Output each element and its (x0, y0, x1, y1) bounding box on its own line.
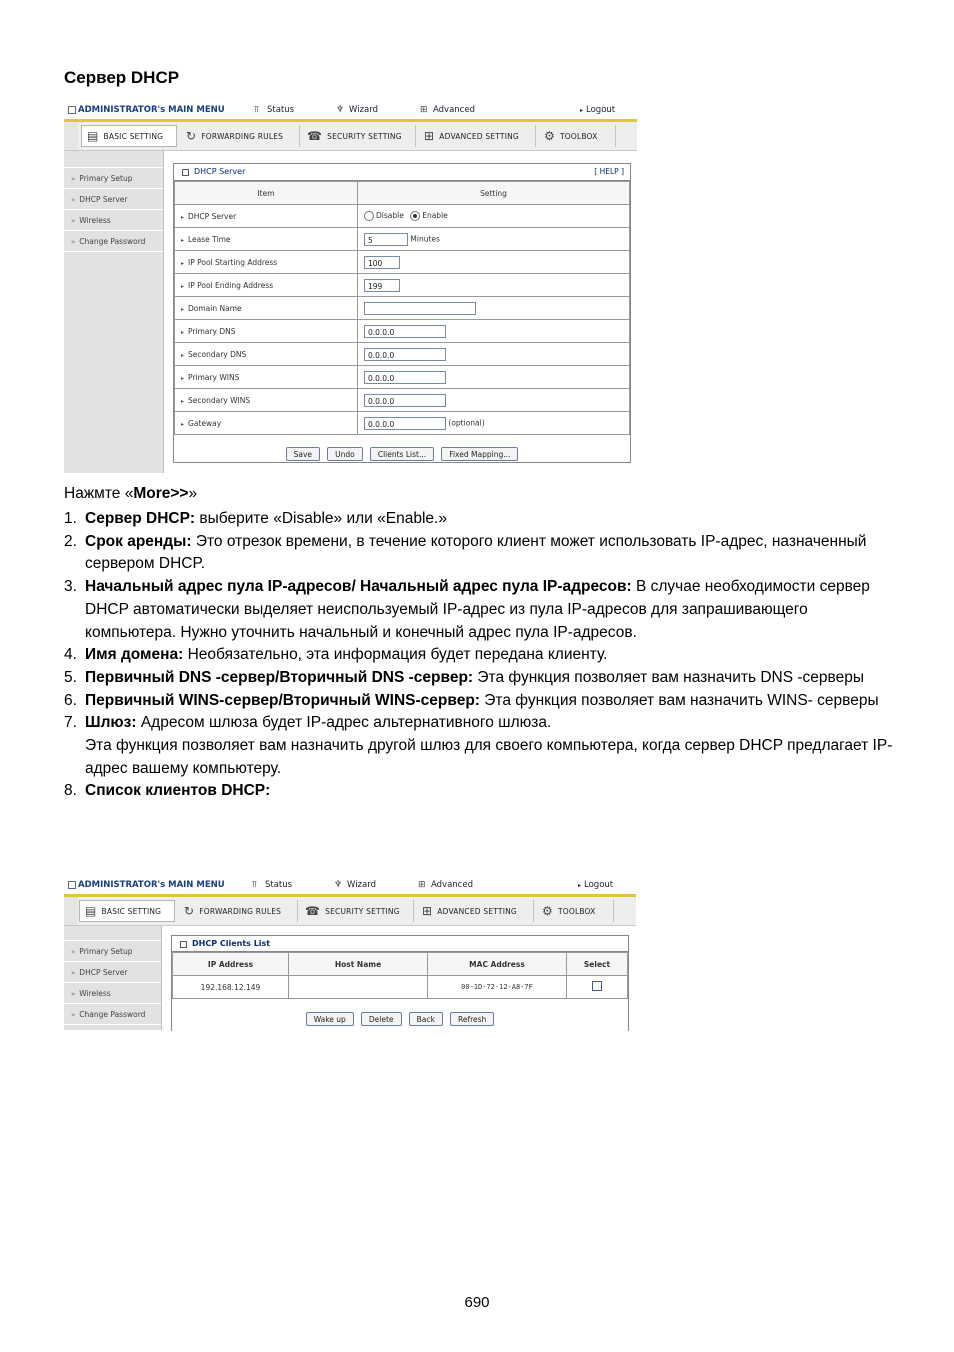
item-text: выберите «Disable» или «Enable.» (195, 510, 447, 527)
tab-security-setting[interactable]: ☎ SECURITY SETTING (300, 900, 414, 922)
label-pool-start: ▸ IP Pool Starting Address (175, 251, 358, 274)
item-text-continued: Эта функция позволяет вам назначить другой шлюз для своего компьютера, когда сервер DHCP предлагает IP-адрес вашему компьютеру. (85, 737, 893, 777)
table-row (175, 251, 630, 274)
wizard-link[interactable]: ♆ Wizard (336, 105, 378, 115)
select-checkbox[interactable] (592, 981, 602, 991)
item-text: Это отрезок времени, в течение которого клиент может использовать IP-адрес, назначенный сервером DHCP. (85, 532, 867, 573)
item-term: Список клиентов DHCP: (85, 782, 271, 800)
advanced-setting-icon: ⊞ (424, 129, 435, 143)
client-mac: 00-1D-72-12-A8-7F (428, 976, 567, 999)
tab-advanced-setting[interactable]: ⊞ ADVANCED SETTING (419, 125, 536, 147)
status-link[interactable]: ⫪ Status (252, 880, 293, 890)
left-menu-header (64, 151, 163, 168)
document-title: Сервер DHCP (64, 68, 180, 87)
tab-forwarding-rules[interactable]: ↻ FORWARDING RULES (179, 900, 298, 922)
content-area (64, 151, 637, 473)
panel-title: DHCP Clients List (180, 939, 270, 948)
label-secondary-wins: ▸ Secondary WINS (175, 389, 358, 412)
radio-enable[interactable] (410, 211, 420, 221)
top-menu-bar (64, 101, 637, 119)
router-screenshot-dhcp-server (64, 101, 637, 474)
advanced-icon: ⊞ (420, 105, 428, 115)
advanced-icon: ⊞ (418, 880, 426, 890)
label-pool-end: ▸ IP Pool Ending Address (175, 274, 358, 297)
clients-list-button[interactable]: Clients List... (370, 447, 434, 461)
label-dhcp-server: ▸ DHCP Server (175, 205, 358, 228)
client-host (289, 976, 428, 999)
intro-closing: » (188, 485, 198, 502)
logout-link[interactable]: ▸ Logout (578, 880, 614, 890)
item-number: 6. (64, 691, 77, 709)
left-menu-header (64, 926, 161, 941)
top-menu-bar (64, 876, 636, 894)
col-header-setting: Setting (358, 182, 630, 205)
primary-dns-input[interactable]: 0.0.0.0 (364, 325, 446, 338)
nav-spacer (64, 897, 78, 925)
table-row (175, 297, 630, 320)
panel-title: DHCP Server (182, 167, 245, 176)
status-icon: ⫪ (254, 105, 260, 115)
delete-button[interactable]: Delete (361, 1012, 402, 1026)
main-nav-tabs (64, 897, 636, 926)
table-row (175, 389, 630, 412)
item-number: 5. (64, 668, 77, 686)
refresh-button[interactable]: Refresh (450, 1012, 494, 1026)
tab-toolbox[interactable]: ⚙ TOOLBOX (539, 125, 616, 147)
admin-main-menu-link[interactable]: ADMINISTRATOR's MAIN MENU (78, 105, 225, 115)
radio-disable-label: Disable (376, 211, 404, 220)
table-row (175, 205, 630, 228)
menu-item-dhcp-server[interactable]: » DHCP Server (64, 962, 161, 983)
radio-disable[interactable] (364, 211, 374, 221)
advanced-setting-icon: ⊞ (422, 904, 433, 918)
save-button[interactable]: Save (286, 447, 320, 461)
table-row (175, 343, 630, 366)
security-icon: ☎ (307, 129, 323, 143)
menu-item-primary-setup[interactable]: » Primary Setup (64, 168, 163, 189)
logout-link[interactable]: ▸ Logout (580, 105, 616, 115)
advanced-link[interactable]: ⊞ Advanced (420, 105, 475, 115)
gateway-input[interactable]: 0.0.0.0 (364, 417, 446, 430)
label-lease-time: ▸ Lease Time (175, 228, 358, 251)
arrow-right-icon: ▸ (580, 107, 584, 114)
list-item (64, 531, 894, 576)
folder-icon: ▤ (87, 129, 99, 143)
item-text: В случае необходимости сервер DHCP автоматически выделяет неиспользуемый IP-адрес из пула IP-адресов для запрашивающего компьютера. Нужно уточнить начальный и конечный адрес пула IP-адресов. (85, 578, 870, 641)
main-nav-tabs (64, 122, 637, 151)
item-term: Срок аренды: (85, 532, 192, 550)
wake-up-button[interactable]: Wake up (306, 1012, 354, 1026)
security-icon: ☎ (305, 904, 321, 918)
pool-start-input[interactable]: 100 (364, 256, 400, 269)
tab-basic-setting[interactable]: ▤ BASIC SETTING (79, 900, 175, 922)
col-header-ip: IP Address (173, 953, 289, 976)
list-item (64, 576, 894, 644)
tab-advanced-setting[interactable]: ⊞ ADVANCED SETTING (417, 900, 534, 922)
item-number: 2. (64, 532, 77, 550)
item-number: 7. (64, 714, 77, 732)
col-header-item: Item (175, 182, 358, 205)
dhcp-clients-panel (171, 935, 629, 1031)
arrow-right-icon: ▸ (578, 882, 582, 889)
secondary-dns-input[interactable]: 0.0.0.0 (364, 348, 446, 361)
intro-line (64, 485, 197, 503)
item-text: Адресом шлюза будет IP-адрес альтернативного шлюза. (136, 714, 552, 732)
forward-icon: ↻ (184, 904, 195, 918)
intro-text: Нажмте « (64, 485, 134, 502)
tab-toolbox[interactable]: ⚙ TOOLBOX (537, 900, 614, 922)
fixed-mapping-button[interactable]: Fixed Mapping... (441, 447, 518, 461)
toolbox-icon: ⚙ (544, 129, 555, 143)
primary-wins-input[interactable]: 0.0.0.0 (364, 371, 446, 384)
item-text: Необязательно, эта информация будет передана клиенту. (183, 646, 608, 664)
left-menu (64, 151, 164, 473)
menu-item-change-password[interactable]: » Change Password (64, 231, 163, 252)
tab-security-setting[interactable]: ☎ SECURITY SETTING (302, 125, 416, 147)
forward-icon: ↻ (186, 129, 197, 143)
table-row (175, 320, 630, 343)
table-row (173, 976, 628, 999)
item-term: Сервер DHCP: (85, 510, 196, 527)
wizard-link[interactable]: ♆ Wizard (334, 880, 376, 890)
list-item (64, 667, 894, 690)
instruction-list (64, 508, 894, 803)
panel-header (172, 936, 628, 952)
nav-spacer (64, 122, 78, 150)
item-number: 4. (64, 646, 77, 664)
col-header-select: Select (567, 953, 628, 976)
tab-forwarding-rules[interactable]: ↻ FORWARDING RULES (181, 125, 300, 147)
col-header-host: Host Name (289, 953, 428, 976)
item-number: 3. (64, 578, 77, 596)
wizard-icon: ♆ (336, 105, 345, 115)
status-icon: ⫪ (252, 880, 258, 890)
item-term: Начальный адрес пула IP-адресов/ Начальный адрес пула IP-адресов: (85, 578, 632, 596)
dhcp-settings-table (174, 181, 630, 435)
item-term: Имя домена: (85, 646, 184, 664)
label-primary-dns: ▸ Primary DNS (175, 320, 358, 343)
label-domain-name: ▸ Domain Name (175, 297, 358, 320)
folder-icon: ▤ (85, 904, 97, 918)
list-item (64, 690, 894, 713)
minutes-label: Minutes (410, 234, 440, 243)
wizard-icon: ♆ (334, 880, 343, 890)
list-item (64, 712, 894, 780)
dhcp-server-panel (173, 163, 631, 463)
help-link[interactable]: [ HELP ] (594, 167, 624, 176)
item-number: 1. (64, 510, 77, 527)
table-row (175, 274, 630, 297)
label-primary-wins: ▸ Primary WINS (175, 366, 358, 389)
button-row (174, 435, 630, 461)
item-term: Шлюз: (85, 714, 137, 732)
list-item (64, 780, 894, 803)
left-menu (64, 926, 162, 1030)
list-item (64, 644, 894, 667)
content-area (64, 926, 636, 1030)
table-row (175, 228, 630, 251)
radio-enable-label: Enable (422, 211, 448, 220)
select-cell (567, 976, 628, 999)
status-link[interactable]: ⫪ Status (254, 105, 295, 115)
domain-name-input[interactable] (364, 302, 476, 315)
more-keyword: More>> (133, 485, 189, 502)
menu-item-wireless[interactable]: » Wireless (64, 983, 161, 1004)
menu-item-primary-setup[interactable]: » Primary Setup (64, 941, 161, 962)
secondary-wins-input[interactable]: 0.0.0.0 (364, 394, 446, 407)
page-number: 690 (464, 1294, 490, 1311)
button-row (172, 999, 628, 1026)
pool-end-input[interactable]: 199 (364, 279, 400, 292)
panel-header (174, 164, 630, 181)
menu-item-dhcp-server[interactable]: » DHCP Server (64, 189, 163, 210)
undo-button[interactable]: Undo (327, 447, 363, 461)
item-number: 8. (64, 782, 77, 800)
optional-label: (optional) (448, 418, 485, 427)
item-text: Эта функция позволяет вам назначить WINS- серверы (479, 691, 879, 709)
label-secondary-dns: ▸ Secondary DNS (175, 343, 358, 366)
label-gateway: ▸ Gateway (175, 412, 358, 435)
clients-table (172, 952, 628, 999)
menu-item-wireless[interactable]: » Wireless (64, 210, 163, 231)
advanced-link[interactable]: ⊞ Advanced (418, 880, 473, 890)
client-ip: 192.168.12.149 (173, 976, 289, 999)
back-button[interactable]: Back (409, 1012, 443, 1026)
table-row (175, 366, 630, 389)
item-term: Первичный WINS-сервер/Вторичный WINS-сервер: (85, 691, 480, 709)
dhcp-server-toggle (358, 205, 630, 228)
toolbox-icon: ⚙ (542, 904, 553, 918)
item-text: Эта функция позволяет вам назначить DNS -серверы (473, 668, 864, 686)
lease-time-input[interactable]: 5 (364, 233, 408, 246)
router-screenshot-dhcp-clients (64, 876, 636, 1031)
item-term: Первичный DNS -сервер/Вторичный DNS -сервер: (85, 668, 474, 686)
menu-item-change-password[interactable]: » Change Password (64, 1004, 161, 1025)
table-row (175, 412, 630, 435)
admin-main-menu-link[interactable]: ADMINISTRATOR's MAIN MENU (78, 880, 225, 890)
col-header-mac: MAC Address (428, 953, 567, 976)
list-item (64, 508, 894, 531)
tab-basic-setting[interactable]: ▤ BASIC SETTING (81, 125, 177, 147)
